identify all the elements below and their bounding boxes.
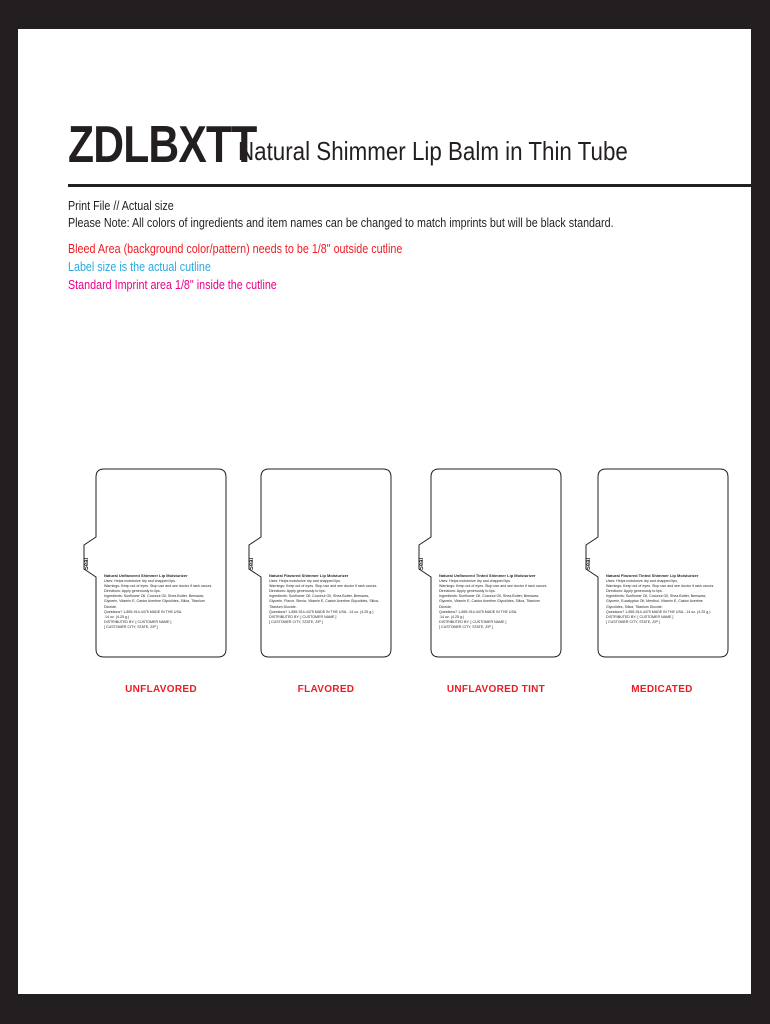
label-ingredients: Ingredients: Sunflower Oil, Coconut Oil, Shea Butter, Beeswax, Glycerin, Flavor, Stevia, Vitamin E, Castor Avertine Glycolides, Silica, Titanium Dioxide. bbox=[269, 594, 379, 609]
label-copy bbox=[439, 573, 551, 630]
please-note: Please Note: All colors of ingredients and item names can be changed to match imprints but will be black standard. bbox=[68, 216, 614, 230]
label-copy bbox=[269, 573, 381, 625]
product-title: Natural Shimmer Lip Balm in Thin Tube bbox=[238, 136, 628, 166]
caption-medicated: MEDICATED bbox=[631, 684, 693, 695]
label-directions: Directions: Apply generously to lips. bbox=[104, 589, 161, 594]
title-divider bbox=[68, 184, 751, 187]
imprint-note: Standard Imprint area 1/8" inside the cutline bbox=[68, 278, 277, 292]
label-ingredients: Ingredients: Sunflower Oil, Coconut Oil, Shea Butter, Beeswax, Glycerin, Eucalyptus Oil, Menthol, Vitamin E, Castor Avertine Glycolides, Silica, Titanium Dioxide. bbox=[606, 594, 707, 609]
label-cutline bbox=[261, 469, 391, 657]
label-title: Natural Flavored Tinted Shimmer Lip Moisturizer bbox=[606, 573, 699, 578]
label-warnings: Warnings: Keep out of eyes. Stop use and see doctor if rash occurs. bbox=[439, 584, 548, 589]
label-warnings: Warnings: Keep out of eyes. Stop use and see doctor if rash occurs. bbox=[606, 584, 715, 589]
label-uses: Uses: Helps moisturize dry and chapped lips. bbox=[606, 579, 678, 584]
label-medicated bbox=[586, 469, 728, 657]
label-distributed: DISTRIBUTED BY: [ CUSTOMER NAME ] bbox=[439, 619, 507, 624]
label-copy bbox=[104, 573, 216, 630]
seal-text: Seal bbox=[586, 557, 593, 571]
label-address: [ CUSTOMER CITY, STATE, ZIP ] bbox=[104, 624, 158, 629]
label-distributed: DISTRIBUTED BY: [ CUSTOMER NAME ] bbox=[269, 614, 337, 619]
label-address: [ CUSTOMER CITY, STATE, ZIP ] bbox=[439, 624, 493, 629]
label-size-note: Label size is the actual cutline bbox=[68, 260, 211, 274]
label-title: Natural Unflavored Shimmer Lip Moisturizer bbox=[104, 573, 188, 578]
label-ingredients: Ingredients: Sunflower Oil, Coconut Oil, Shea Butter, Beeswax, Glycerin, Vitamin E, Castor Avertine Glycolides, Silica, Titanium Dioxide. bbox=[104, 594, 205, 609]
label-weight: .14 oz. (4.25 g.) bbox=[439, 614, 465, 619]
label-directions: Directions: Apply generously to lips. bbox=[269, 589, 326, 594]
label-uses: Uses: Helps moisturize dry and chapped lips. bbox=[439, 579, 511, 584]
label-questions: Questions? 1-855-914-4475 MADE IN THE USA. bbox=[104, 609, 183, 614]
label-directions: Directions: Apply generously to lips. bbox=[439, 589, 496, 594]
label-questions: Questions? 1-855-914-4475 MADE IN THE USA. bbox=[439, 609, 518, 614]
label-warnings: Warnings: Keep out of eyes. Stop use and see doctor if rash occurs. bbox=[104, 584, 213, 589]
label-cutline bbox=[598, 469, 728, 657]
label-distributed: DISTRIBUTED BY: [ CUSTOMER NAME ] bbox=[606, 614, 674, 619]
bleed-note: Bleed Area (background color/pattern) needs to be 1/8" outside cutline bbox=[68, 242, 403, 256]
label-copy bbox=[606, 573, 718, 625]
seal-text: Seal bbox=[249, 557, 256, 571]
print-file-note: Print File // Actual size bbox=[68, 199, 174, 213]
label-questions: Questions? 1-855-914-4475 MADE IN THE USA. .14 oz. (4.25 g.) bbox=[606, 609, 711, 614]
label-uses: Uses: Helps moisturize dry and chapped lips. bbox=[269, 579, 341, 584]
label-unflavored-tint bbox=[419, 469, 561, 657]
label-title: Natural Flavored Shimmer Lip Moisturizer bbox=[269, 573, 349, 578]
label-uses: Uses: Helps moisturize dry and chapped lips. bbox=[104, 579, 176, 584]
label-address: [ CUSTOMER CITY, STATE, ZIP ] bbox=[269, 619, 323, 624]
seal-text: Seal bbox=[84, 557, 91, 571]
label-ingredients: Ingredients: Sunflower Oil, Coconut Oil, Shea Butter, Beeswax, Glycerin, Vitamin E, Castor Avertine Glycolides, Silica, Titanium Dioxide. bbox=[439, 594, 540, 609]
seal-text: Seal bbox=[419, 557, 426, 571]
label-weight: .14 oz. (4.25 g.) bbox=[104, 614, 130, 619]
label-flavored bbox=[249, 469, 391, 657]
label-address: [ CUSTOMER CITY, STATE, ZIP ] bbox=[606, 619, 660, 624]
label-directions: Directions: Apply generously to lips. bbox=[606, 589, 663, 594]
label-questions: Questions? 1-855-914-4475 MADE IN THE USA. .14 oz. (4.25 g.) bbox=[269, 609, 374, 614]
label-title: Natural Unflavored Tinted Shimmer Lip Moisturizer bbox=[439, 573, 536, 578]
product-code: ZDLBXTT bbox=[68, 116, 257, 174]
label-unflavored bbox=[84, 469, 226, 657]
label-distributed: DISTRIBUTED BY: [ CUSTOMER NAME ] bbox=[104, 619, 172, 624]
caption-unflavored-tint: UNFLAVORED TINT bbox=[446, 684, 546, 695]
label-warnings: Warnings: Keep out of eyes. Stop use and see doctor if rash occurs. bbox=[269, 584, 378, 589]
caption-flavored: FLAVORED bbox=[297, 684, 355, 695]
print-sheet bbox=[18, 29, 751, 994]
caption-unflavored: UNFLAVORED bbox=[125, 684, 197, 695]
